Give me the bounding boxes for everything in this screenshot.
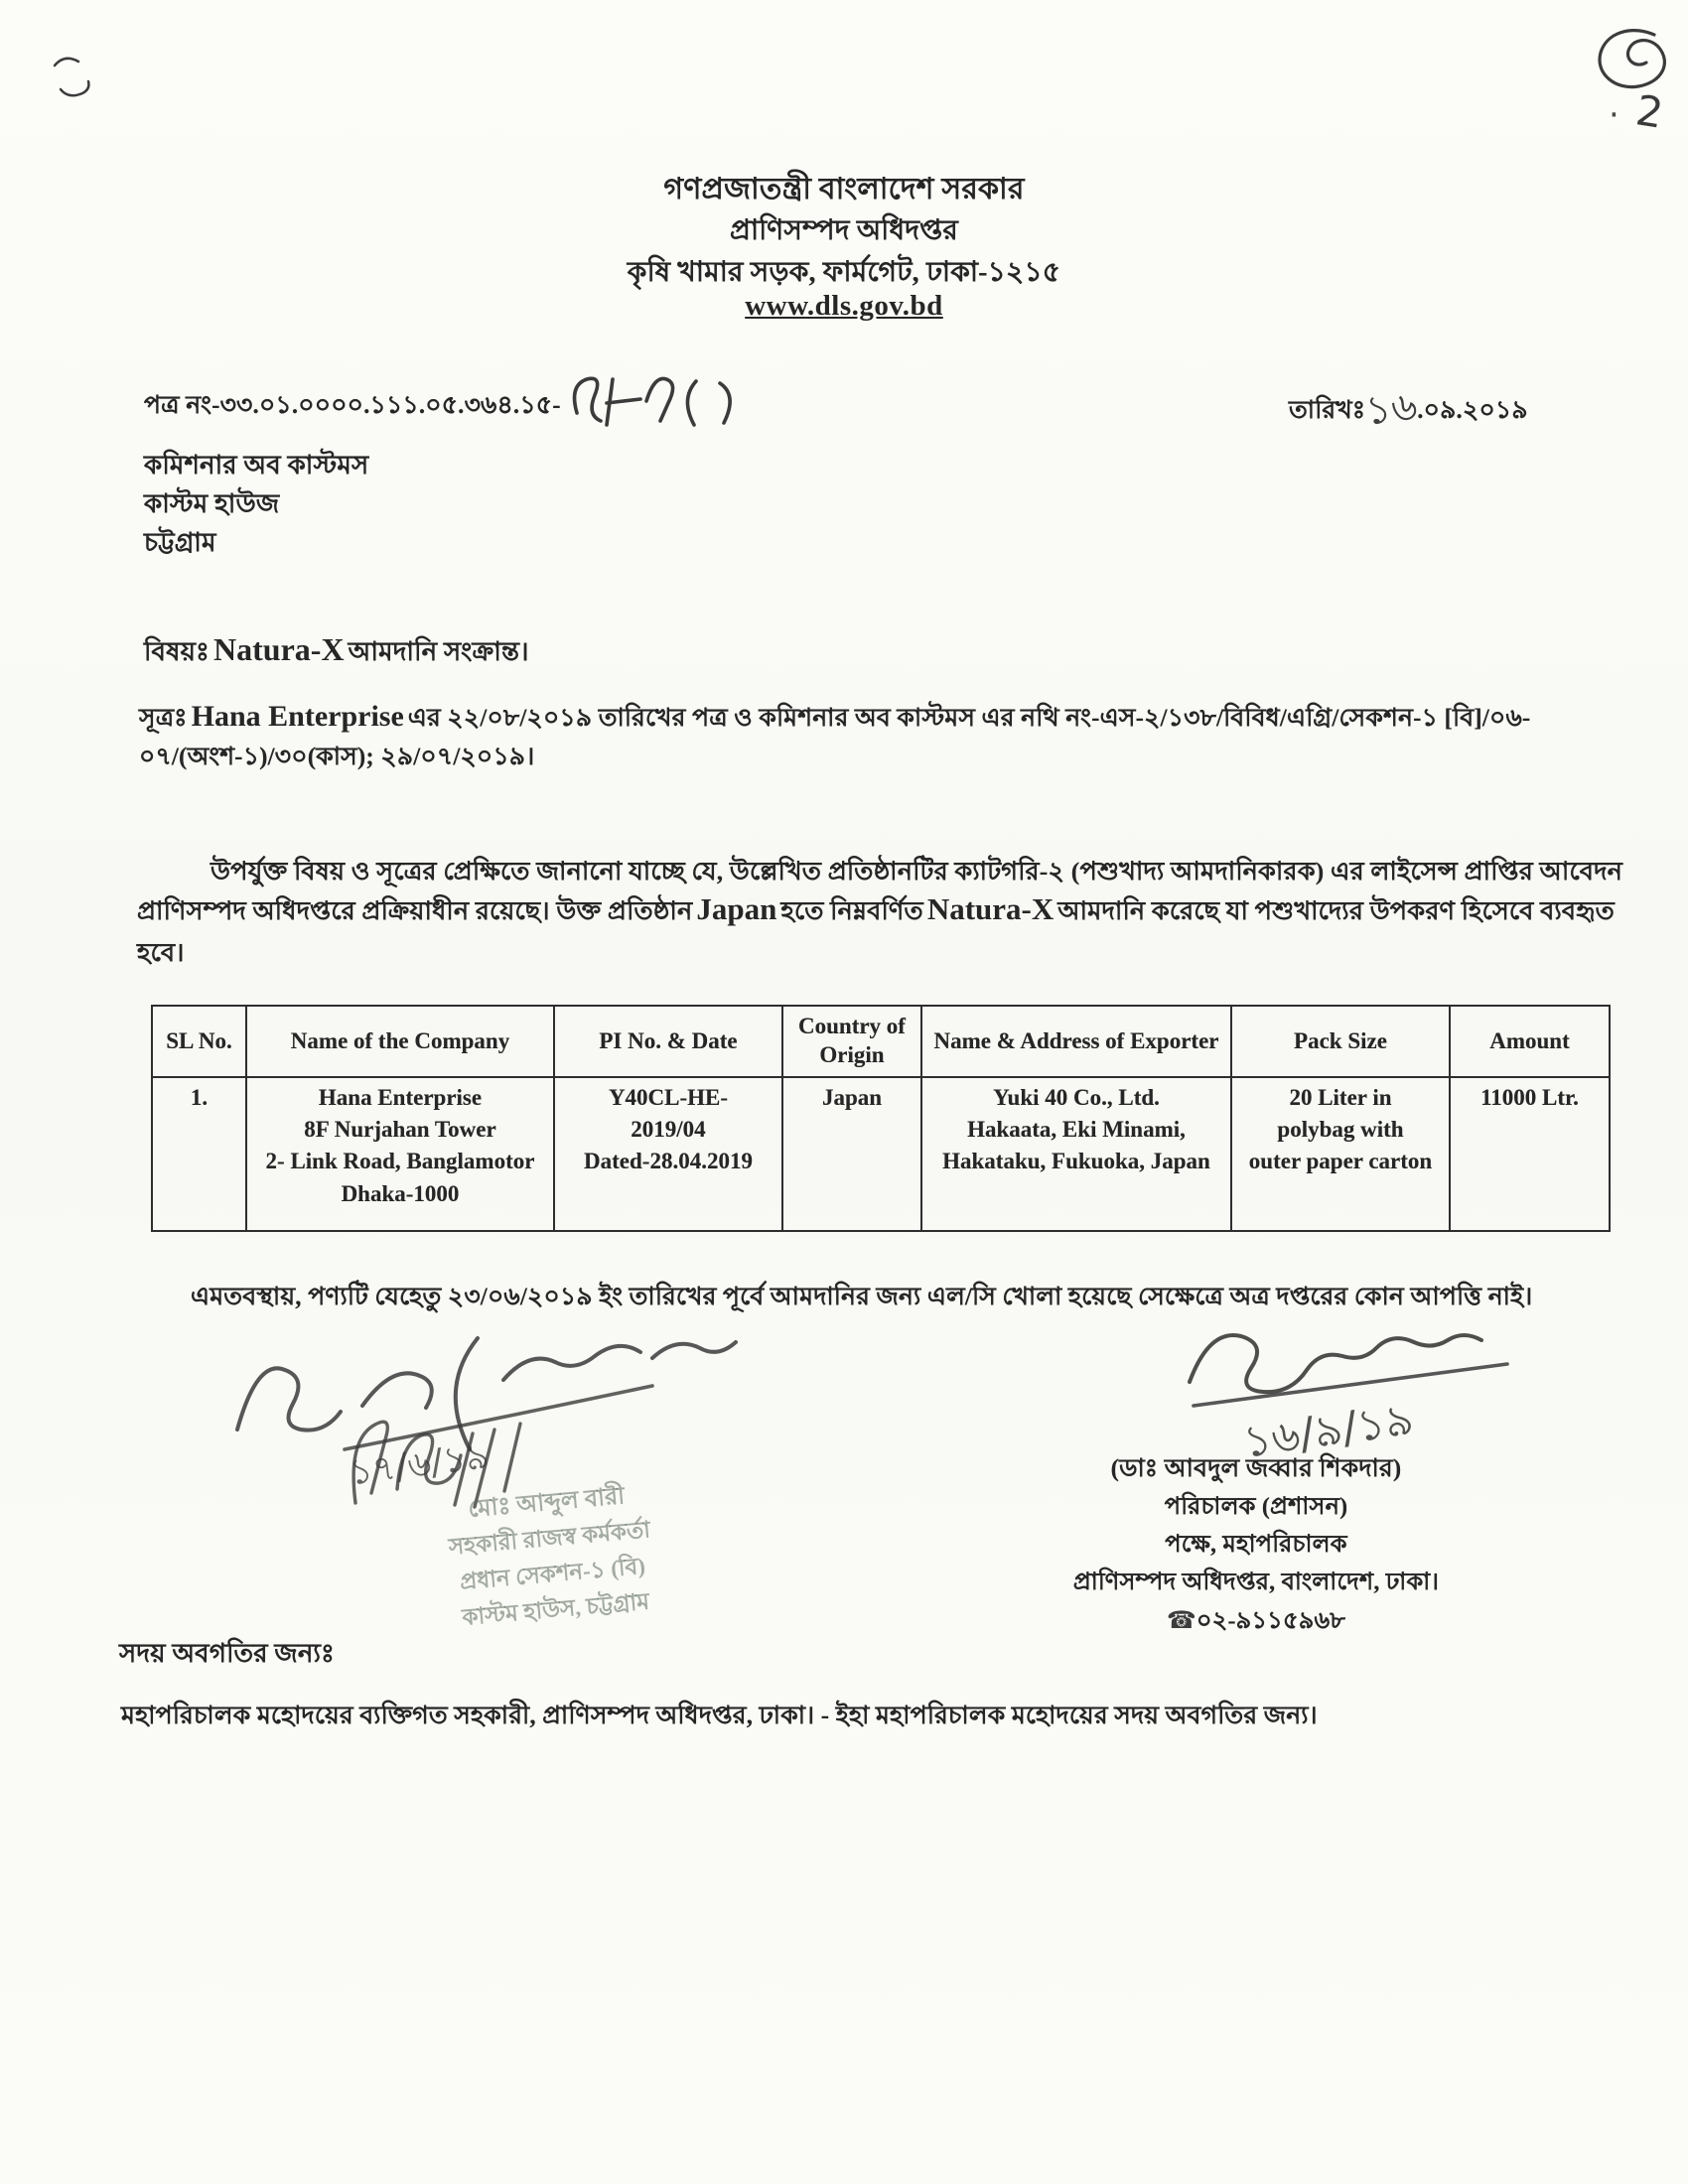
- phone-icon: ☎: [1166, 1606, 1196, 1634]
- exporter-name: Yuki 40 Co., Ltd.: [993, 1085, 1160, 1110]
- company-address-1: 8F Nurjahan Tower: [304, 1117, 496, 1143]
- signatory-phone-number: ০২-৯১১৫৯৬৮: [1196, 1608, 1346, 1634]
- subject-line: [144, 631, 529, 675]
- signatory-title-2: পক্ষে, মহাপরিচালক: [1165, 1532, 1347, 1558]
- date-line: [1289, 373, 1528, 440]
- cell-country-of-origin: Japan: [782, 1077, 921, 1231]
- col-header-amount: Amount: [1450, 1006, 1610, 1077]
- stamp-officer-name: মোঃ আব্দুল বারী: [467, 1483, 627, 1524]
- memo-number-line: [144, 369, 750, 439]
- body-paragraph-line-3: হবে।: [137, 938, 185, 967]
- date-label: তারিখঃ: [1289, 397, 1366, 424]
- letterhead-address: কৃষি খামার সড়ক, ফার্মগেট, ঢাকা-১২১৫: [627, 257, 1061, 288]
- letterhead-government: গণপ্রজাতন্ত্রী বাংলাদেশ সরকার: [663, 173, 1025, 205]
- pack-size-2: polybag with: [1277, 1117, 1404, 1143]
- circled-scribble-mark: [1591, 25, 1685, 96]
- cell-pack-size: [1231, 1077, 1450, 1231]
- stamp-officer-title: সহকারী রাজস্ব কর্মকর্তা: [447, 1517, 651, 1560]
- reference-line-2: ০৭/(অংশ-১)/৩০(কাস); ২৯/০৭/২০১৯।: [139, 744, 535, 770]
- body-country-japan: Japan: [696, 891, 777, 926]
- col-header-country: Country of Origin: [782, 1006, 921, 1077]
- letterhead-department: প্রাণিসম্পদ অধিদপ্তর: [730, 215, 958, 246]
- cell-amount: 11000 Ltr.: [1450, 1077, 1610, 1231]
- memo-number-handwritten-scrawl: [561, 369, 750, 439]
- table-row: [152, 1077, 1610, 1231]
- date-handwritten-day: ১৬: [1363, 383, 1420, 435]
- signatory-title-1: পরিচালক (প্রশাসন): [1164, 1494, 1348, 1520]
- import-details-table: [151, 1005, 1611, 1232]
- exporter-address-2: Hakataku, Fukuoka, Japan: [942, 1149, 1210, 1174]
- addressee-line-1: কমিশনার অব কাস্টমস: [144, 451, 369, 479]
- col-header-pi-no-date: PI No. & Date: [554, 1006, 782, 1077]
- footer-heading: সদয় অবগতির জন্যঃ: [119, 1639, 336, 1668]
- company-address-2: 2- Link Road, Banglamotor: [265, 1149, 535, 1174]
- body-line2-mid: হতে নিম্নবর্ণিত: [780, 896, 923, 925]
- exporter-address-1: Hakaata, Eki Minami,: [967, 1117, 1186, 1143]
- col-header-company: Name of the Company: [246, 1006, 554, 1077]
- body-paragraph-line-2: [137, 891, 1615, 934]
- body-line2-pre: প্রাণিসম্পদ অধিদপ্তরে প্রক্রিয়াধীন রয়েছে। উক্ত প্রতিষ্ঠান: [137, 896, 693, 925]
- addressee-line-2: কাস্টম হাউজ: [144, 489, 280, 518]
- signatory-office: প্রাণিসম্পদ অধিদপ্তর, বাংলাদেশ, ঢাকা।: [1072, 1570, 1440, 1595]
- pencil-mark-topleft: [45, 48, 114, 107]
- footer-distribution-line: মহাপরিচালক মহোদয়ের ব্যক্তিগত সহকারী, প্রাণিসম্পদ অধিদপ্তর, ঢাকা। - ইহা মহাপরিচালক মহোদয়ের সদয় অবগতির জন্য।: [121, 1703, 1318, 1729]
- stamp-section: প্রধান সেকশন-১ (বি): [459, 1553, 646, 1595]
- col-header-pack-size: Pack Size: [1231, 1006, 1450, 1077]
- subject-rest: আমদানি সংক্রান্ত।: [348, 637, 529, 666]
- cell-exporter: [921, 1077, 1231, 1231]
- pi-number-2: 2019/04: [631, 1117, 706, 1143]
- reference-company-name: Hana Enterprise: [191, 700, 404, 733]
- signatory-name: (ডাঃ আবদুল জব্বার শিকদার): [1110, 1455, 1402, 1482]
- reference-line-1: [139, 698, 1530, 741]
- pi-number-1: Y40CL-HE-: [608, 1085, 729, 1110]
- company-address-3: Dhaka-1000: [341, 1180, 460, 1206]
- addressee-line-3: চট্টগ্রাম: [144, 528, 216, 557]
- body-line2-post: আমদানি করেছে যা পশুখাদ্যের উপকরণ হিসেবে ব্যবহৃত: [1057, 896, 1615, 925]
- company-name: Hana Enterprise: [318, 1085, 483, 1110]
- cell-pi-no-date: [554, 1077, 782, 1231]
- body-product-natura-x: Natura-X: [926, 891, 1055, 926]
- table-header-row: [152, 1006, 1610, 1077]
- date-rest: .০৯.২০১৯: [1417, 397, 1528, 424]
- letterhead-website: www.dls.gov.bd: [745, 290, 943, 322]
- reference-text: এর ২২/০৮/২০১৯ তারিখের পত্র ও কমিশনার অব কাস্টমস এর নথি নং-এস-২/১৩৮/বিবিধ/এগ্রি/সেকশন-১ [বি]/০৬-: [407, 705, 1531, 732]
- col-header-exporter: Name & Address of Exporter: [921, 1006, 1231, 1077]
- memo-number-label: পত্র নং-৩৩.০১.০০০০.১১১.০৫.৩৬৪.১৫-: [144, 392, 561, 419]
- left-handwritten-date: ১৭/৬/১৯: [347, 1435, 492, 1494]
- signature-handwritten-date: ১৬/৯/১৯: [1239, 1394, 1417, 1468]
- cell-sl-no: 1.: [152, 1077, 246, 1231]
- dot-mark: ·: [1609, 95, 1619, 135]
- closing-paragraph: এমতবস্থায়, পণ্যটি যেহেতু ২৩/০৬/২০১৯ ইং তারিখের পূর্বে আমদানির জন্য এল/সি খোলা হয়েছে সেক্ষেত্রে অত্র দপ্তরের কোন আপত্তি নাই।: [191, 1284, 1533, 1310]
- stamp-office: কাস্টম হাউস, চট্টগ্রাম: [461, 1588, 650, 1630]
- body-paragraph-line-1: উপর্যুক্ত বিষয় ও সূত্রের প্রেক্ষিতে জানানো যাচ্ছে যে, উল্লেখিত প্রতিষ্ঠানটির ক্যাটগরি-২ (পশুখাদ্য আমদানিকারক) এর লাইসেন্স প্রাপ্তির আবেদন: [211, 857, 1623, 886]
- signatory-block: [1028, 1450, 1484, 1640]
- col-header-sl-no: SL No.: [152, 1006, 246, 1077]
- subject-product-name: Natura-X: [213, 631, 345, 667]
- reference-label: সূত্রঃ: [139, 705, 188, 732]
- page-number-mark: 2: [1632, 85, 1667, 138]
- subject-label: বিষয়ঃ: [144, 637, 211, 666]
- cell-company: [246, 1077, 554, 1231]
- pack-size-3: outer paper carton: [1248, 1149, 1433, 1174]
- pi-date: Dated-28.04.2019: [584, 1149, 753, 1174]
- pack-size-1: 20 Liter in: [1289, 1085, 1392, 1110]
- signatory-phone-line: [1028, 1601, 1484, 1640]
